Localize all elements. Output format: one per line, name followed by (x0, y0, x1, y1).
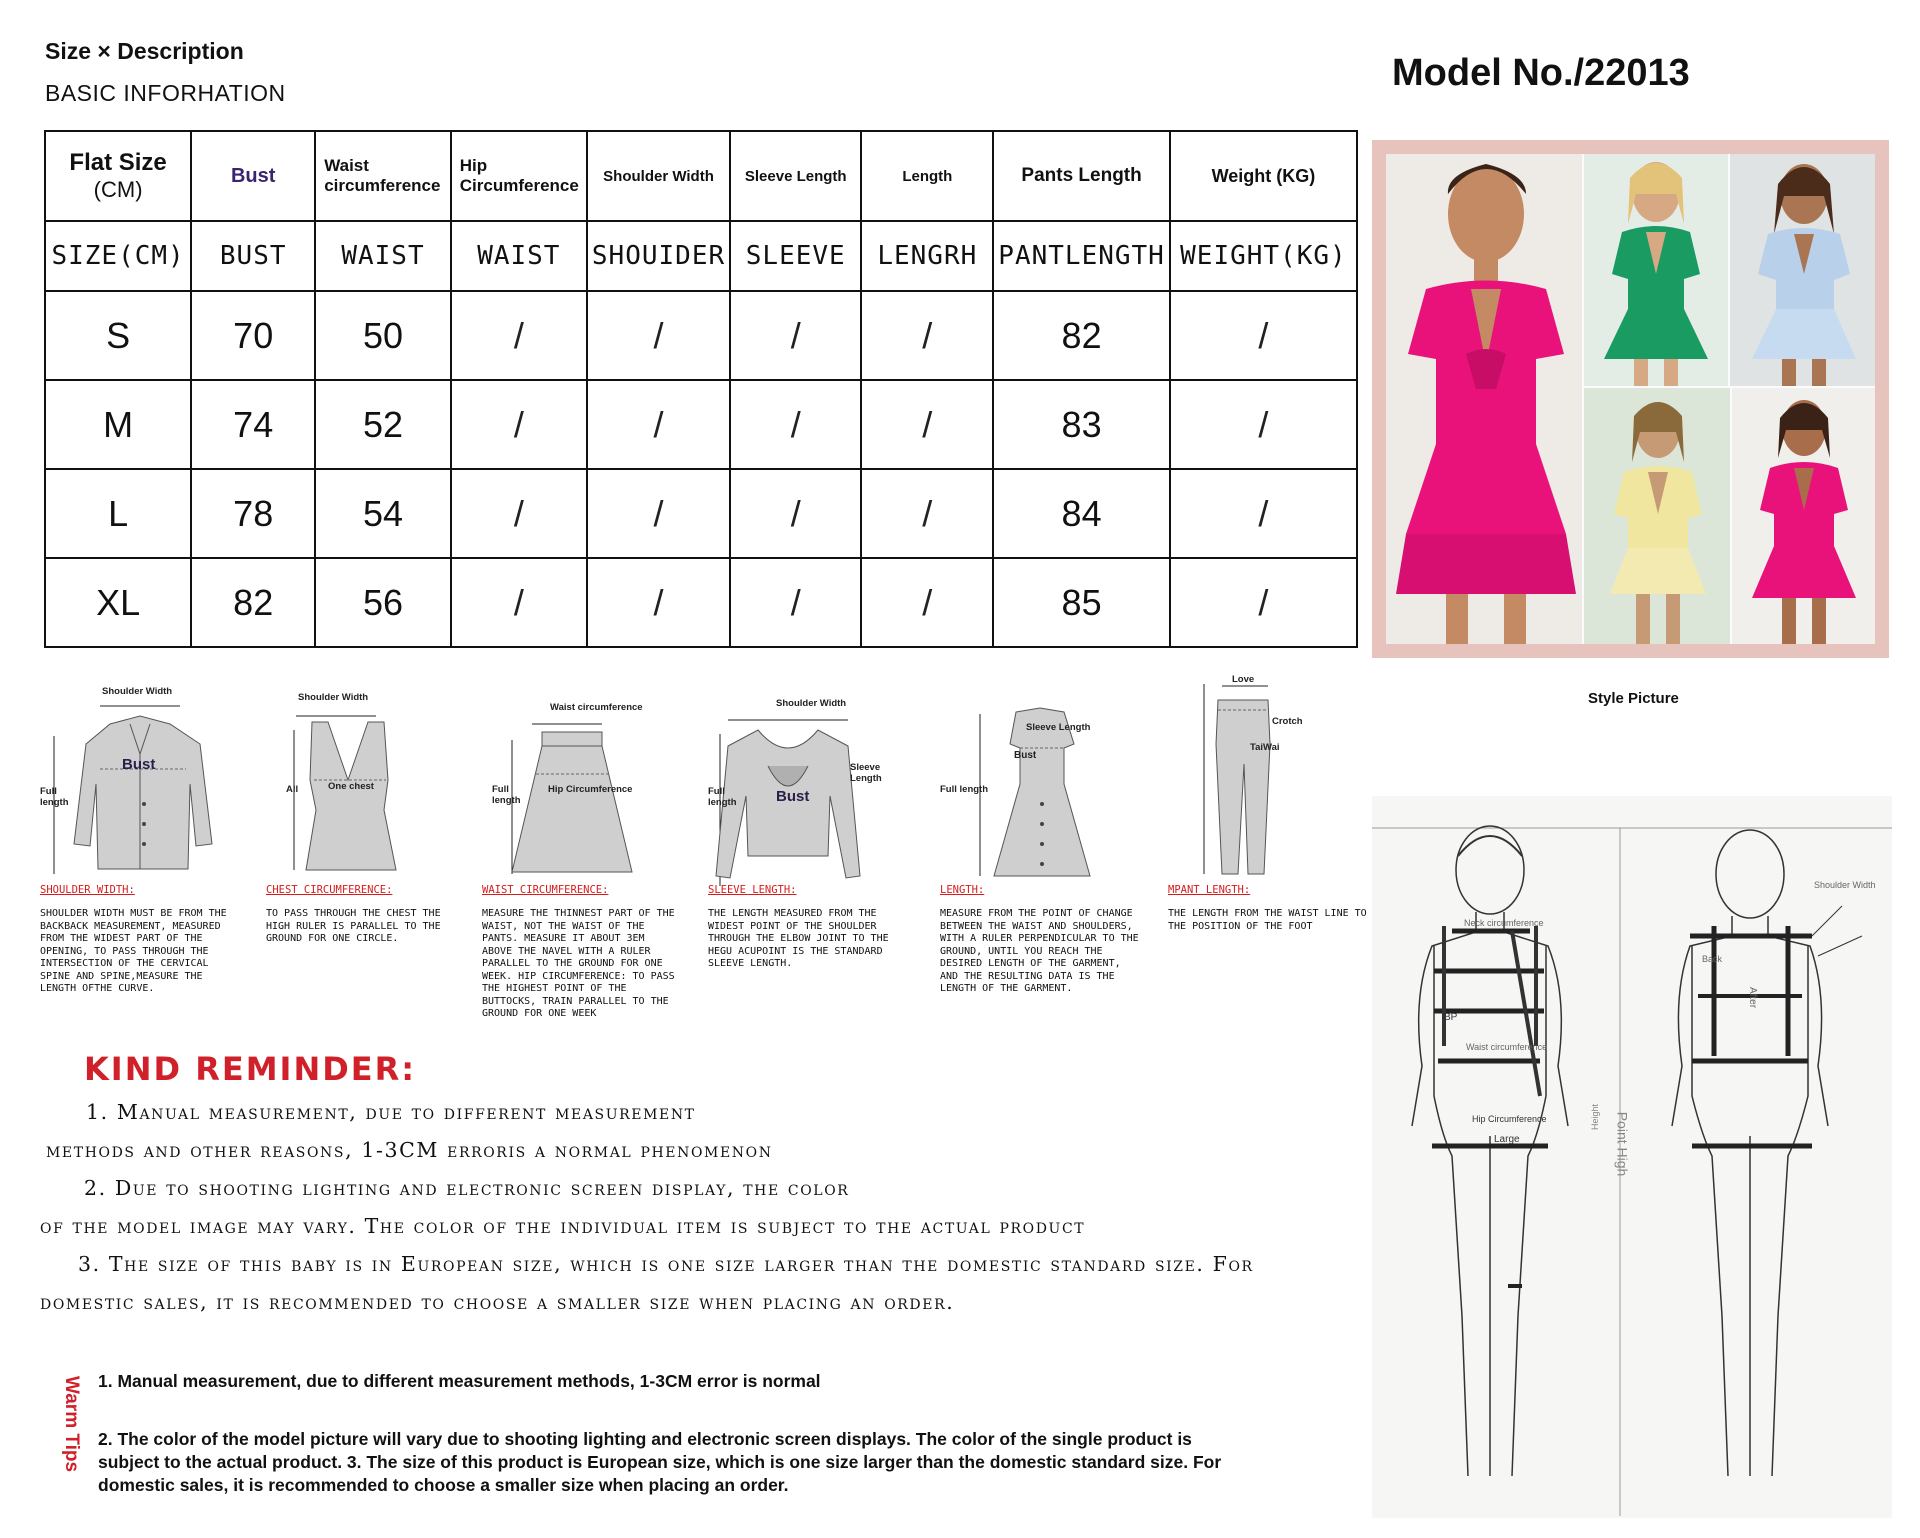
label-waist-circumference: Waist circumference (1466, 1042, 1548, 1052)
diagram-description: THE LENGTH MEASURED FROM THE WIDEST POINT OF THE SHOULDER THROUGH THE ELBOW JOINT TO THE HEGU ACUPOINT IS THE STANDARD SLEEVE LENGTH. (708, 908, 889, 969)
reminder-line: 3. The size of this baby is in European size, which is one size larger than the domestic standard size. For (78, 1252, 1254, 1276)
header-hip: Hip Circumference (451, 131, 587, 221)
sleeve-cell: / (730, 469, 861, 558)
weight-cell: / (1170, 558, 1357, 647)
table-row (45, 291, 1357, 380)
waist-cell: 54 (315, 469, 451, 558)
label-hip-circumference: Hip Circumference (548, 784, 633, 795)
pants-cell: 83 (993, 380, 1170, 469)
table-row (45, 469, 1357, 558)
length-cell: / (861, 469, 993, 558)
style-picture-caption: Style Picture (1588, 690, 1679, 707)
size-cell: L (45, 469, 191, 558)
sleeve-cell: / (730, 291, 861, 380)
header-sleeve: Sleeve Length (730, 131, 861, 221)
shoulder-cell: / (587, 558, 730, 647)
warm-tip-2: 2. The color of the model picture will vary due to shooting lighting and electronic screen displays. The color of the single product is subject to the actual product. 3. The size of this product is European size, which is one size larger than the domestic standard size. For domestic sales, it is recommended to choose a smaller size when placing an order. (98, 1429, 1222, 1495)
label-back: Back (1702, 954, 1723, 964)
header-length: Length (861, 131, 993, 221)
shoulder-cell: / (587, 469, 730, 558)
weight-cell: / (1170, 291, 1357, 380)
code-cell: WAIST (315, 221, 451, 291)
weight-cell: / (1170, 380, 1357, 469)
bust-cell: 78 (191, 469, 315, 558)
label-bust: Bust (122, 756, 156, 773)
diagram-waist (482, 702, 682, 1022)
label-full-length: Full length (492, 784, 521, 806)
label-neck-circumference: Neck circumference (1464, 918, 1544, 928)
label-height: Height (1590, 1103, 1601, 1131)
size-cell: S (45, 291, 191, 380)
reminder-line: 1. Manual measurement, due to different measurement (86, 1100, 696, 1124)
label-sleeve-length: Sleeve Length (850, 762, 882, 784)
label-shoulder-width: Shoulder Width (776, 698, 847, 709)
label-crotch: Crotch (1272, 716, 1303, 727)
label-full-length: Full length (708, 786, 737, 808)
section-title: Size × Description (45, 38, 244, 64)
table-row (45, 558, 1357, 647)
model-photo-green (1584, 154, 1728, 386)
code-cell: WAIST (451, 221, 587, 291)
bust-cell: 70 (191, 291, 315, 380)
model-photo-blue (1730, 154, 1875, 386)
diagram-description: MEASURE THE THINNEST PART OF THE WAIST, NOT THE WAIST OF THE PANTS. MEASURE IT ABOUT 3EM ABOVE THE NAVEL WITH A RULER PARALLEL TO THE GROUND FOR ONE WEEK. HIP CIRCUMFERENCE: TO PASS THE HIGHEST POINT OF THE BUTTOCKS, TRAIN PARALLEL TO THE GROUND FOR ONE WEEK (482, 908, 675, 1019)
diagram-heading: SLEEVE LENGTH: (708, 884, 797, 896)
kind-reminder-title: KIND REMINDER: (84, 1050, 417, 1088)
hip-cell: / (451, 380, 587, 469)
waist-cell: 50 (315, 291, 451, 380)
diagram-heading: WAIST CIRCUMFERENCE: (482, 884, 609, 896)
table-row (45, 380, 1357, 469)
label-after: After (1747, 986, 1759, 1009)
model-photo-rose-small (1732, 388, 1875, 644)
code-cell: SLEEVE (730, 221, 861, 291)
pants-cell: 82 (993, 291, 1170, 380)
body-outline-icon (1372, 796, 1892, 1518)
code-cell: SIZE(CM) (45, 221, 191, 291)
waist-cell: 52 (315, 380, 451, 469)
label-one-chest: One chest (328, 781, 374, 792)
flat-size-label: Flat Size (69, 149, 167, 176)
bust-cell: 74 (191, 380, 315, 469)
warm-tip-1: 1. Manual measurement, due to different measurement methods, 1-3CM error is normal (98, 1371, 821, 1391)
reminder-line: domestic sales, it is recommended to choose a smaller size when placing an order. (40, 1290, 955, 1314)
diagram-pant-length (1168, 674, 1368, 974)
header-flat-size (45, 131, 191, 221)
style-picture-frame (1372, 140, 1889, 658)
label-taiwai: TaiWai (1250, 742, 1280, 753)
size-cell: M (45, 380, 191, 469)
size-table (44, 130, 1358, 648)
table-code-row (45, 221, 1357, 291)
weight-cell: / (1170, 469, 1357, 558)
label-bust: Bust (1014, 750, 1037, 761)
header-shoulder: Shoulder Width (587, 131, 730, 221)
label-shoulder-width: Shoulder Width (102, 686, 173, 697)
label-waist-circumference: Waist circumference (550, 702, 643, 713)
diagram-heading: SHOULDER WIDTH: (40, 884, 135, 896)
section-subtitle: BASIC INFORHATION (45, 80, 286, 106)
reminder-line: 2. Due to shooting lighting and electronic screen display, the color (84, 1176, 850, 1200)
label-bust: Bust (776, 788, 810, 805)
size-cell: XL (45, 558, 191, 647)
hip-cell: / (451, 558, 587, 647)
diagram-chest (266, 692, 466, 992)
diagram-length (940, 704, 1150, 1024)
diagram-description: SHOULDER WIDTH MUST BE FROM THE BACKBACK MEASUREMENT, MEASURED FROM THE WIDEST PART OF THE OPENING, TO PASS THROUGH THE INTERSECTION OF THE CERVICAL SPINE AND SPINE,MEASURE THE LENGTH OFTHE CURVE. (40, 908, 227, 994)
label-shoulder-width: Shoulder Width (298, 692, 369, 703)
pants-cell: 85 (993, 558, 1170, 647)
code-cell: PANTLENGTH (993, 221, 1170, 291)
diagram-description: THE LENGTH FROM THE WAIST LINE TO THE POSITION OF THE FOOT (1168, 908, 1367, 932)
sleeve-cell: / (730, 380, 861, 469)
body-measurement-figure (1372, 796, 1892, 1518)
code-cell: LENGRH (861, 221, 993, 291)
warm-tips-label: Warm Tips (61, 1376, 82, 1473)
header-waist: Waist circumference (315, 131, 451, 221)
diagram-shoulder-width (40, 686, 240, 1026)
diagram-sleeve (708, 698, 908, 998)
label-sleeve-length: Sleeve Length (1026, 722, 1091, 733)
label-full-length: Full length (40, 786, 69, 808)
waist-cell: 56 (315, 558, 451, 647)
pants-cell: 84 (993, 469, 1170, 558)
length-cell: / (861, 291, 993, 380)
code-cell: BUST (191, 221, 315, 291)
reminder-line: methods and other reasons, 1-3CM erroris a normal phenomenon (46, 1138, 773, 1162)
tank-top-icon (266, 700, 446, 890)
label-love: Love (1232, 674, 1255, 685)
reminder-line: of the model image may vary. The color of the individual item is subject to the actual product (40, 1214, 1086, 1238)
label-hip-circumference: Hip Circumference (1472, 1114, 1547, 1124)
code-cell: WEIGHT(KG) (1170, 221, 1357, 291)
header-pants-length: Pants Length (993, 131, 1170, 221)
label-bp: BP (1444, 1012, 1458, 1023)
style-picture-collage (1386, 154, 1875, 644)
label-shoulder-width: Shoulder Width (1814, 880, 1876, 890)
header-weight: Weight (KG) (1170, 131, 1357, 221)
model-photo-rose (1386, 154, 1582, 644)
label-large: Large (1494, 1134, 1520, 1145)
label-point-high: Point High (1614, 1111, 1631, 1177)
diagram-heading: MPANT LENGTH: (1168, 884, 1251, 896)
bust-cell: 82 (191, 558, 315, 647)
sleeve-cell: / (730, 558, 861, 647)
table-header-row (45, 131, 1357, 221)
label-full-length: Full length (940, 784, 989, 795)
model-number: Model No./22013 (1392, 52, 1690, 94)
diagram-heading: CHEST CIRCUMFERENCE: (266, 884, 393, 896)
diagram-description: MEASURE FROM THE POINT OF CHANGE BETWEEN THE WAIST AND SHOULDERS, WITH A RULER PERPENDICULAR TO THE GROUND, UNTIL YOU REACH THE DESIRED LENGTH OF THE GARMENT, AND THE RESULTING DATA IS THE LENGTH OF THE GARMENT. (940, 908, 1139, 994)
hip-cell: / (451, 469, 587, 558)
length-cell: / (861, 558, 993, 647)
header-bust: Bust (191, 131, 315, 221)
hip-cell: / (451, 291, 587, 380)
diagram-heading: LENGTH: (940, 884, 985, 896)
shoulder-cell: / (587, 380, 730, 469)
model-photo-yellow (1584, 388, 1730, 644)
length-cell: / (861, 380, 993, 469)
label-all: All (286, 784, 299, 795)
shoulder-cell: / (587, 291, 730, 380)
diagram-description: TO PASS THROUGH THE CHEST THE HIGH RULER IS PARALLEL TO THE GROUND FOR ONE CIRCLE. (266, 908, 441, 944)
code-cell: SHOUIDER (587, 221, 730, 291)
flat-size-unit: (CM) (93, 177, 143, 202)
pants-icon (1168, 674, 1348, 884)
